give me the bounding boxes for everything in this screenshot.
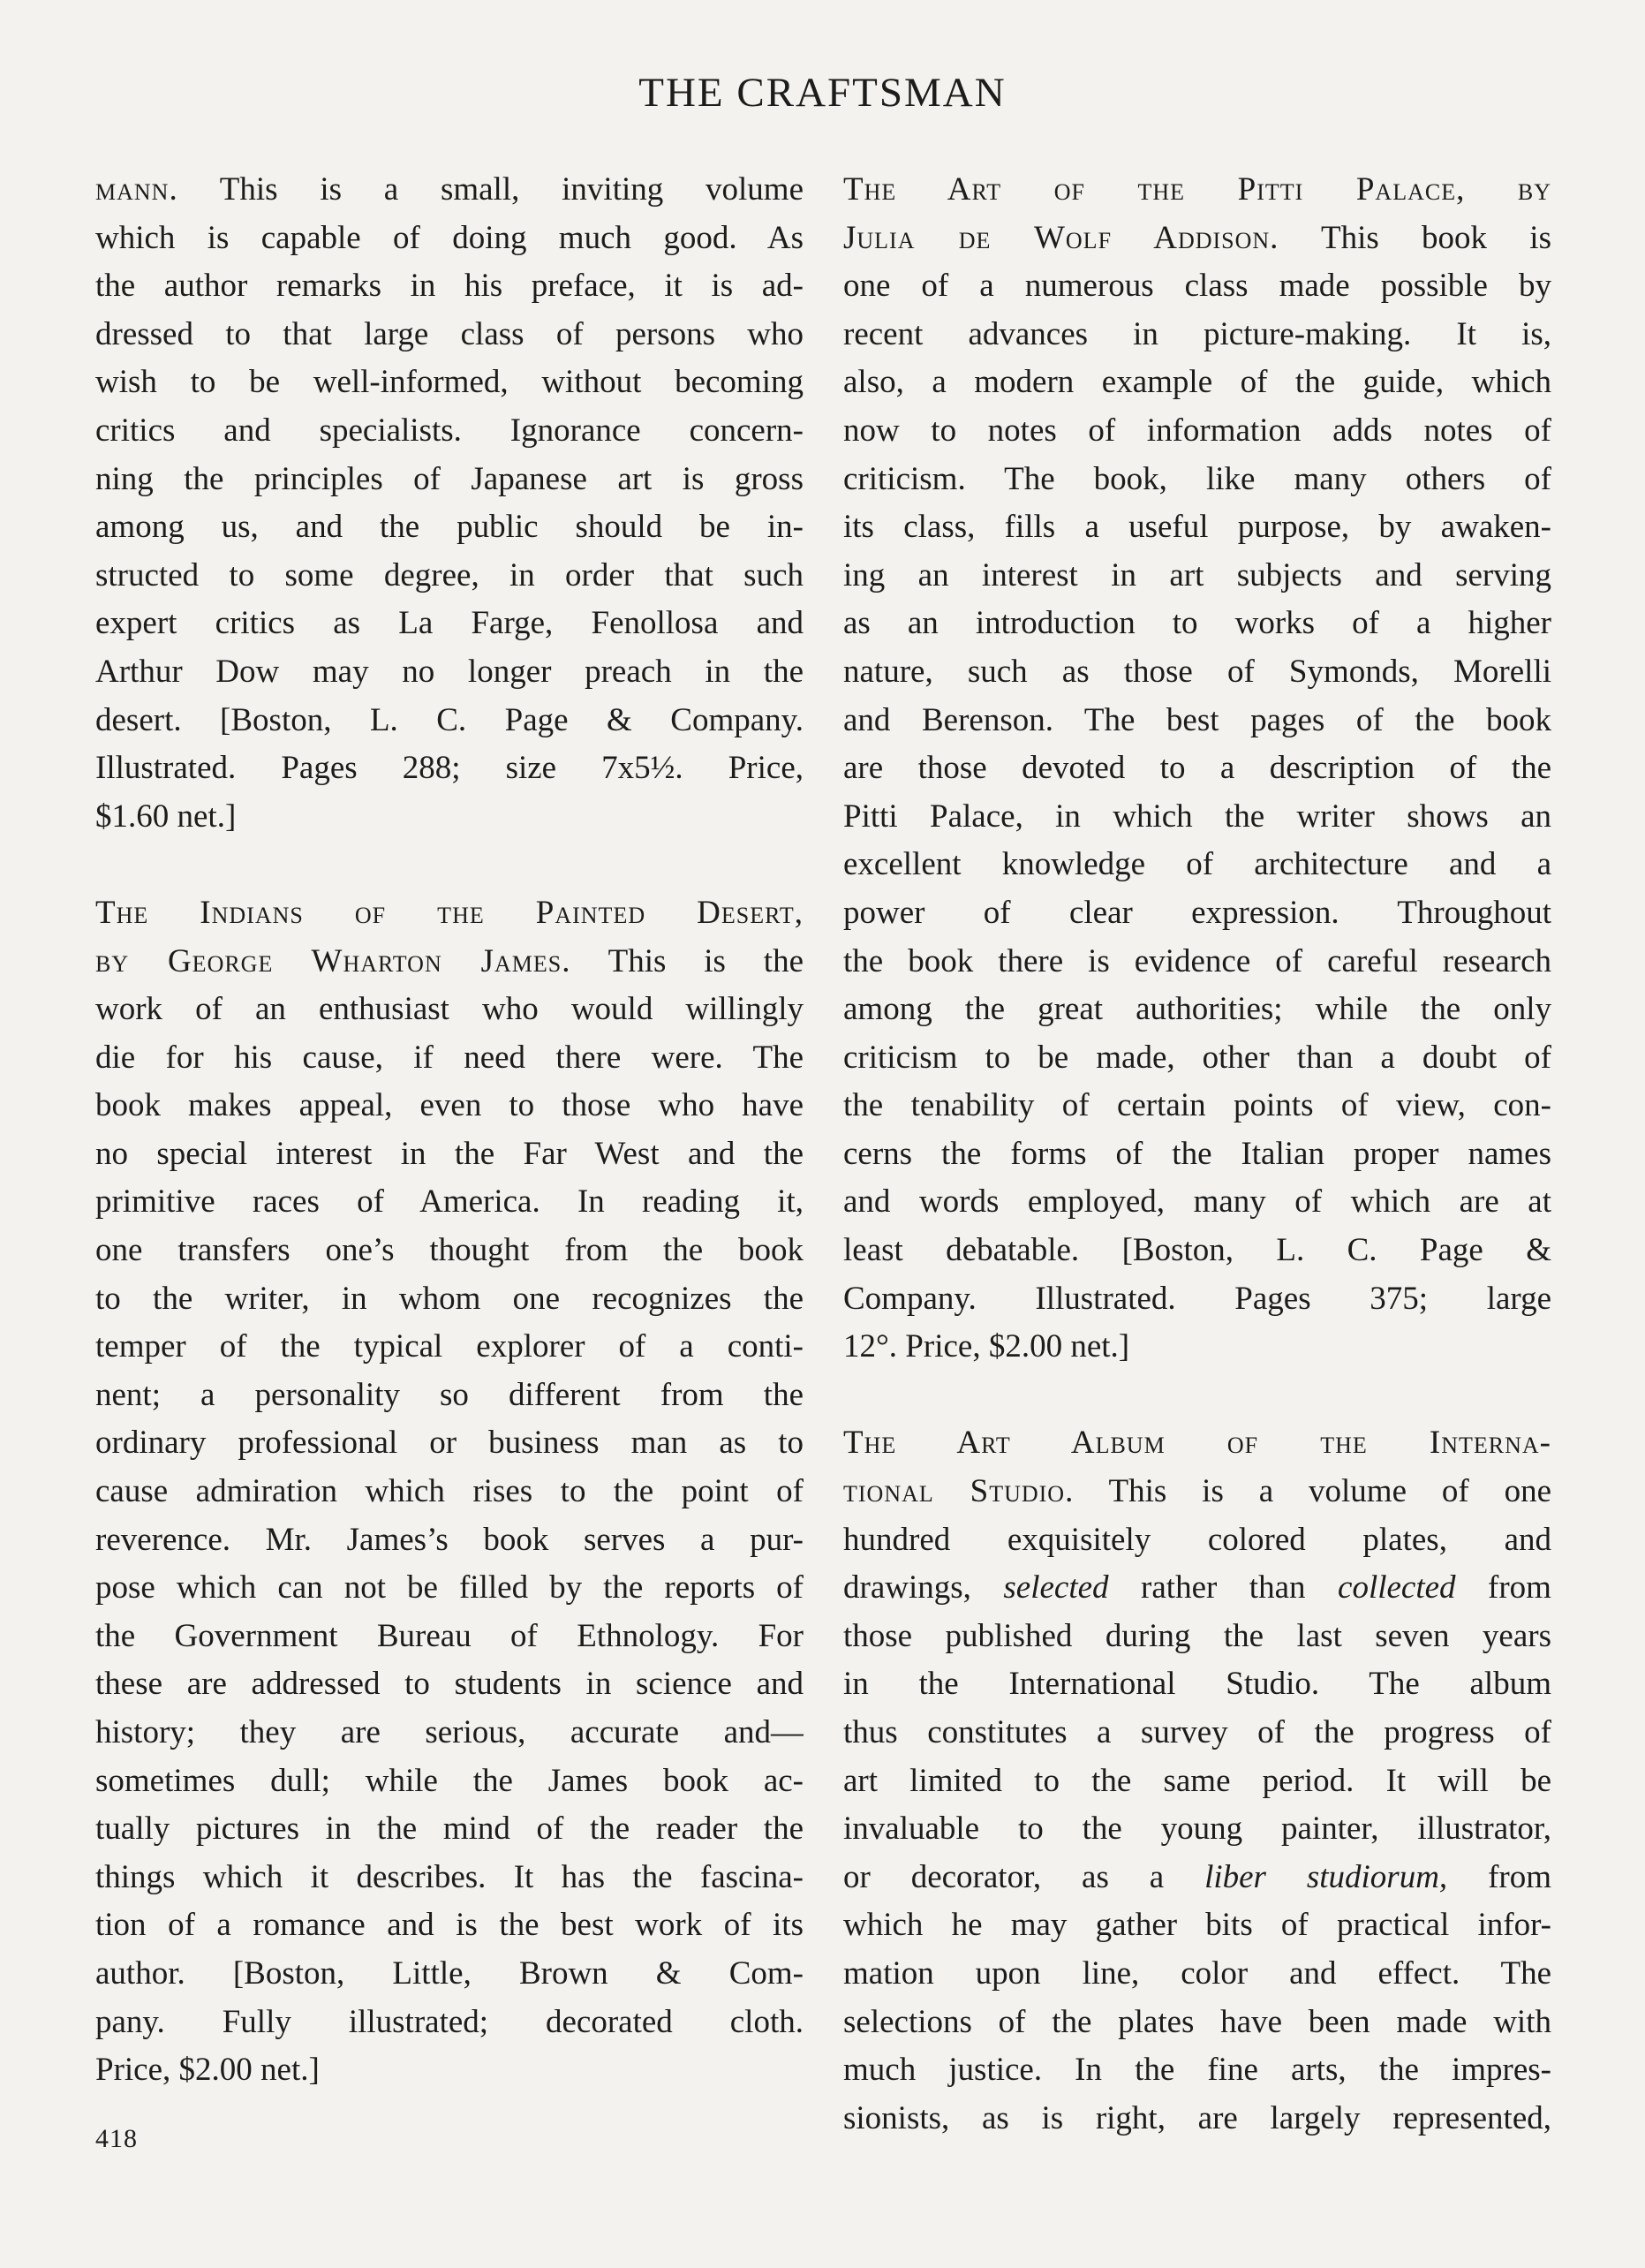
text-line bbox=[843, 1130, 1551, 1179]
text-line bbox=[95, 1082, 804, 1130]
italic-text: collected bbox=[1338, 1569, 1456, 1606]
text-line bbox=[95, 1999, 804, 2047]
text-line bbox=[843, 745, 1551, 793]
text-line bbox=[95, 1854, 804, 1902]
line-text: drawings, bbox=[843, 1569, 1004, 1606]
line-text: tually pictures in the mind of the reader the bbox=[95, 1811, 804, 1848]
text-line bbox=[95, 1950, 804, 1999]
line-text: much justice. In the fine arts, the impres- bbox=[843, 2052, 1551, 2089]
line-text: This is the bbox=[570, 942, 804, 979]
text-line bbox=[95, 1660, 804, 1709]
text-line bbox=[843, 1468, 1551, 1516]
line-text: one of a numerous class made possible by bbox=[843, 268, 1551, 305]
line-text: criticism to be made, other than a doubt of bbox=[843, 1039, 1551, 1076]
line-text: dressed to that large class of persons who bbox=[95, 315, 804, 352]
line-text: ning the principles of Japanese art is gross bbox=[95, 460, 804, 497]
line-text: $1.60 net.] bbox=[95, 798, 237, 835]
text-line bbox=[843, 311, 1551, 359]
text-line bbox=[95, 1178, 804, 1227]
line-text: to the writer, in whom one recognizes the bbox=[95, 1280, 804, 1317]
text-line bbox=[843, 2095, 1551, 2143]
line-text: which he may gather bits of practical infor- bbox=[843, 1907, 1551, 1944]
line-text: reverence. Mr. James’s book serves a pur- bbox=[95, 1521, 804, 1558]
text-line bbox=[843, 1950, 1551, 1999]
text-line bbox=[95, 1901, 804, 1950]
line-text: also, a modern example of the guide, which bbox=[843, 364, 1551, 401]
line-text: Pitti Palace, in which the writer shows an bbox=[843, 798, 1551, 835]
line-text: This is a small, inviting volume bbox=[177, 171, 804, 208]
line-text: sionists, as is right, are largely represented, bbox=[843, 2099, 1551, 2136]
text-line bbox=[843, 1516, 1551, 1565]
line-text: critics and specialists. Ignorance concern- bbox=[95, 412, 804, 449]
line-text: no special interest in the Far West and the bbox=[95, 1135, 804, 1172]
line-text: Company. Illustrated. Pages 375; large bbox=[843, 1280, 1551, 1317]
text-line bbox=[95, 1709, 804, 1758]
text-line bbox=[843, 456, 1551, 504]
line-text: rather than bbox=[1108, 1569, 1339, 1606]
line-text: mation upon line, color and effect. The bbox=[843, 1954, 1551, 1992]
line-text: now to notes of information adds notes of bbox=[843, 412, 1551, 449]
text-line bbox=[95, 1275, 804, 1324]
text-line bbox=[95, 986, 804, 1034]
text-line bbox=[843, 1758, 1551, 1806]
text-line bbox=[843, 938, 1551, 987]
small-caps-title: by George Wharton James. bbox=[95, 942, 571, 979]
text-line bbox=[95, 1758, 804, 1806]
paragraph-gap bbox=[95, 841, 804, 889]
line-text: 12°. Price, $2.00 net.] bbox=[843, 1328, 1130, 1365]
line-text: author. [Boston, Little, Brown & Com- bbox=[95, 1954, 804, 1992]
right-column bbox=[843, 166, 1551, 2143]
text-line bbox=[843, 1660, 1551, 1709]
text-line bbox=[95, 1323, 804, 1372]
text-line bbox=[843, 1082, 1551, 1130]
running-head: THE CRAFTSMAN bbox=[638, 70, 1007, 116]
text-line bbox=[843, 648, 1551, 697]
line-text: those published during the last seven years bbox=[843, 1617, 1551, 1654]
line-text: pose which can not be filled by the reports of bbox=[95, 1569, 804, 1606]
line-text: Illustrated. Pages 288; size 7x5½. Price, bbox=[95, 750, 804, 787]
text-line bbox=[95, 1564, 804, 1613]
text-line bbox=[95, 1468, 804, 1516]
text-line bbox=[843, 1901, 1551, 1950]
text-line bbox=[95, 166, 804, 215]
line-text: art limited to the same period. It will be bbox=[843, 1762, 1551, 1799]
line-text: as an introduction to works of a higher bbox=[843, 605, 1551, 642]
line-text: which is capable of doing much good. As bbox=[95, 219, 804, 256]
line-text: the book there is evidence of careful research bbox=[843, 942, 1551, 979]
line-text: history; they are serious, accurate and— bbox=[95, 1714, 804, 1750]
text-line bbox=[95, 938, 804, 987]
line-text: thus constitutes a survey of the progress of bbox=[843, 1714, 1551, 1750]
line-text: these are addressed to students in science and bbox=[95, 1666, 804, 1703]
small-caps-title: Julia de Wolf Addison. bbox=[843, 219, 1279, 256]
line-text: primitive races of America. In reading it, bbox=[95, 1183, 804, 1221]
text-line bbox=[843, 841, 1551, 889]
line-text: Arthur Dow may no longer preach in the bbox=[95, 653, 804, 690]
line-text: the author remarks in his preface, it is ad- bbox=[95, 268, 804, 305]
text-line bbox=[843, 503, 1551, 552]
line-text: hundred exquisitely colored plates, and bbox=[843, 1521, 1551, 1558]
text-line bbox=[843, 1034, 1551, 1083]
text-line bbox=[843, 1419, 1551, 1468]
text-line bbox=[843, 889, 1551, 938]
line-text: among the great authorities; while the only bbox=[843, 991, 1551, 1028]
text-line bbox=[843, 1805, 1551, 1854]
line-text: work of an enthusiast who would willingly bbox=[95, 991, 804, 1028]
line-text: from bbox=[1447, 1858, 1551, 1895]
line-text: structed to some degree, in order that such bbox=[95, 556, 804, 593]
line-text: criticism. The book, like many others of bbox=[843, 460, 1551, 497]
text-line bbox=[843, 262, 1551, 311]
line-text: least debatable. [Boston, L. C. Page & bbox=[843, 1232, 1551, 1269]
text-line bbox=[843, 2046, 1551, 2095]
small-caps-title: The Art Album of the Interna- bbox=[843, 1425, 1551, 1462]
text-line bbox=[95, 311, 804, 359]
line-text: cerns the forms of the Italian proper names bbox=[843, 1135, 1551, 1172]
line-text: sometimes dull; while the James book ac- bbox=[95, 1762, 804, 1799]
text-line bbox=[95, 1372, 804, 1420]
page-number: 418 bbox=[95, 2124, 138, 2153]
text-line bbox=[843, 1564, 1551, 1613]
text-line bbox=[843, 793, 1551, 842]
text-line bbox=[843, 1709, 1551, 1758]
line-text: are those devoted to a description of the bbox=[843, 750, 1551, 787]
line-text: temper of the typical explorer of a conti- bbox=[95, 1328, 804, 1365]
text-line bbox=[95, 215, 804, 263]
small-caps-title: mann. bbox=[95, 171, 178, 208]
text-line bbox=[95, 745, 804, 793]
text-line bbox=[95, 1805, 804, 1854]
text-line bbox=[95, 552, 804, 601]
line-text: ordinary professional or business man as to bbox=[95, 1425, 804, 1462]
text-line bbox=[95, 1034, 804, 1083]
line-text: and Berenson. The best pages of the book bbox=[843, 701, 1551, 738]
line-text: This book is bbox=[1279, 219, 1551, 256]
text-line bbox=[95, 648, 804, 697]
line-text: in the International Studio. The album bbox=[843, 1666, 1551, 1703]
left-column bbox=[95, 166, 804, 2095]
line-text: tion of a romance and is the best work of its bbox=[95, 1907, 804, 1944]
line-text: power of clear expression. Throughout bbox=[843, 894, 1551, 931]
line-text: selections of the plates have been made with bbox=[843, 2003, 1551, 2040]
text-line bbox=[843, 697, 1551, 745]
line-text: nent; a personality so different from the bbox=[95, 1376, 804, 1413]
line-text: invaluable to the young painter, illustrator, bbox=[843, 1811, 1551, 1848]
line-text: things which it describes. It has the fascina- bbox=[95, 1858, 804, 1895]
line-text: excellent knowledge of architecture and a bbox=[843, 846, 1551, 883]
line-text: Price, $2.00 net.] bbox=[95, 2052, 320, 2089]
text-line bbox=[843, 986, 1551, 1034]
text-line bbox=[95, 1613, 804, 1661]
text-line bbox=[843, 1275, 1551, 1324]
text-line bbox=[95, 407, 804, 456]
text-line bbox=[95, 1516, 804, 1565]
line-text: and words employed, many of which are at bbox=[843, 1183, 1551, 1221]
text-line bbox=[843, 1178, 1551, 1227]
line-text: one transfers one’s thought from the book bbox=[95, 1232, 804, 1269]
text-line bbox=[95, 503, 804, 552]
text-line bbox=[95, 1419, 804, 1468]
text-line bbox=[95, 1130, 804, 1179]
line-text: nature, such as those of Symonds, Morelli bbox=[843, 653, 1551, 690]
text-line bbox=[843, 407, 1551, 456]
line-text: die for his cause, if need there were. The bbox=[95, 1039, 804, 1076]
line-text: This is a volume of one bbox=[1074, 1473, 1551, 1510]
text-line bbox=[95, 1227, 804, 1275]
text-line bbox=[843, 359, 1551, 407]
text-line bbox=[95, 262, 804, 311]
text-line bbox=[95, 359, 804, 407]
text-line bbox=[843, 1227, 1551, 1275]
text-line bbox=[843, 215, 1551, 263]
text-line bbox=[95, 456, 804, 504]
italic-text: liber studiorum, bbox=[1204, 1858, 1448, 1895]
line-text: the tenability of certain points of view, con- bbox=[843, 1087, 1551, 1124]
line-text: cause admiration which rises to the point of bbox=[95, 1473, 804, 1510]
text-line bbox=[95, 889, 804, 938]
text-line bbox=[843, 1854, 1551, 1902]
text-line bbox=[95, 600, 804, 648]
text-line bbox=[843, 1999, 1551, 2047]
text-line bbox=[843, 1613, 1551, 1661]
text-line bbox=[95, 697, 804, 745]
text-line bbox=[95, 2046, 804, 2095]
text-line bbox=[843, 1323, 1551, 1372]
line-text: from bbox=[1455, 1569, 1551, 1606]
line-text: recent advances in picture-making. It is, bbox=[843, 315, 1551, 352]
line-text: among us, and the public should be in- bbox=[95, 509, 804, 546]
line-text: wish to be well-informed, without becoming bbox=[95, 364, 804, 401]
text-line bbox=[843, 600, 1551, 648]
small-caps-title: The Art of the Pitti Palace, by bbox=[843, 171, 1551, 208]
small-caps-title: The Indians of the Painted Desert, bbox=[95, 894, 804, 931]
text-line bbox=[95, 793, 804, 842]
line-text: expert critics as La Farge, Fenollosa and bbox=[95, 605, 804, 642]
line-text: its class, fills a useful purpose, by awaken- bbox=[843, 509, 1551, 546]
text-line bbox=[843, 166, 1551, 215]
line-text: book makes appeal, even to those who have bbox=[95, 1087, 804, 1124]
line-text: desert. [Boston, L. C. Page & Company. bbox=[95, 701, 804, 738]
italic-text: selected bbox=[1003, 1569, 1109, 1606]
line-text: the Government Bureau of Ethnology. For bbox=[95, 1617, 804, 1654]
line-text: or decorator, as a bbox=[843, 1858, 1205, 1895]
line-text: ing an interest in art subjects and serving bbox=[843, 556, 1551, 593]
paragraph-gap bbox=[843, 1372, 1551, 1420]
text-line bbox=[843, 552, 1551, 601]
small-caps-title: tional Studio. bbox=[843, 1473, 1075, 1510]
line-text: pany. Fully illustrated; decorated cloth. bbox=[95, 2003, 804, 2040]
